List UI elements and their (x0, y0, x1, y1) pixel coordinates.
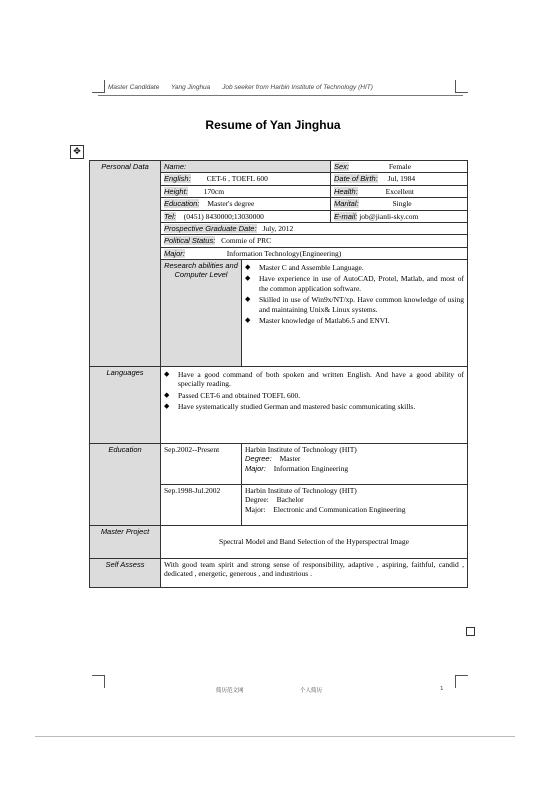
english-value: CET-6 , TOEFL 600 (206, 174, 268, 184)
education-period: Sep.2002--Present (164, 445, 220, 454)
name-label: Name: (164, 162, 187, 171)
education-period-cell[interactable] (161, 444, 242, 485)
dob-cell[interactable] (331, 173, 468, 185)
degree-label: Degree: (245, 495, 269, 505)
languages-content[interactable] (161, 367, 468, 444)
sex-value: Female (388, 162, 411, 171)
footer-left: 简历范文网 (216, 688, 244, 694)
marital-cell[interactable] (331, 198, 468, 210)
education-major: Information Engineering (273, 463, 349, 473)
page-title: Resume of Yan Jinghua (205, 118, 341, 132)
political-label: Political Status: (164, 236, 216, 246)
margin-corner-mark (92, 675, 105, 688)
project-content[interactable] (161, 526, 468, 559)
page-header (108, 84, 462, 93)
list-item: ◆ Master C and Assemble Language. (245, 263, 464, 272)
list-item: ◆ Have experience in use of AutoCAD, Protel, Matlab, and most of the common application software. (245, 274, 464, 293)
english-cell[interactable] (161, 173, 331, 185)
education-label: Education: (164, 199, 200, 209)
section-label-languages: Languages (90, 367, 161, 444)
dob-label: Date of Birth: (334, 174, 378, 184)
header-name: Yang Jinghua (171, 84, 211, 91)
tel-value: (0451) 8430000;13030000 (183, 211, 264, 221)
education-school: Harbin Institute of Technology (HIT) (245, 445, 357, 454)
dob-value: Jul, 1984 (387, 174, 416, 184)
sex-label: Sex: (334, 162, 350, 171)
margin-corner-mark (455, 675, 468, 688)
degree-value: Bachelor (276, 495, 304, 505)
marital-label: Marital: (334, 199, 359, 209)
major-label: Major: (245, 504, 266, 514)
tel-cell[interactable] (161, 210, 331, 222)
education-detail-cell[interactable] (242, 485, 468, 526)
languages-list (164, 370, 464, 412)
degree-label: Degree: (245, 454, 272, 464)
header-rule (98, 95, 463, 96)
move-handle-icon[interactable]: ✥ (70, 145, 84, 159)
list-item: ◆ Passed CET-6 and obtained TOEFL 600. (164, 391, 464, 400)
height-value: 170cm (203, 186, 225, 196)
footer-middle: 个人简历 (300, 688, 323, 694)
education-level-cell[interactable] (161, 198, 331, 210)
health-value: Excellent (385, 186, 414, 196)
section-label-education: Education (90, 444, 161, 526)
major-label: Major: (164, 248, 185, 258)
list-item: ◆ Skilled in use of Win9x/NT/xp. Have common knowledge of using and maintaining Unix& Linux systems. (245, 295, 464, 314)
education-period-cell[interactable] (161, 485, 242, 526)
height-cell[interactable] (161, 185, 331, 197)
major-label: Major: (245, 463, 266, 473)
page-number: 1 (440, 686, 444, 692)
major-value: Information Technology(Engineering) (226, 248, 342, 258)
section-label-assess: Self Assess (90, 559, 161, 588)
section-label-research: Research abilities and Computer Level (161, 260, 242, 367)
height-label: Height: (164, 186, 188, 196)
major-cell[interactable] (161, 247, 468, 259)
name-cell[interactable] (161, 161, 331, 173)
political-value: Commie of PRC (221, 236, 272, 246)
grad-value: July, 2012 (262, 223, 294, 233)
english-label: English: (164, 174, 191, 184)
project-text: Spectral Model and Band Selection of the Hyperspectral Image (219, 537, 409, 547)
education-major: Electronic and Communication Engineering (273, 504, 406, 514)
list-item: ◆ Master knowledge of Matlab6.5 and ENVI. (245, 316, 464, 325)
header-candidate: Master Candidate (108, 84, 160, 91)
graduate-date-cell[interactable] (161, 222, 468, 234)
email-label: E-mail: (334, 211, 358, 221)
page-bottom-rule (35, 736, 515, 737)
resume-table (89, 160, 468, 588)
education-value: Master's degree (207, 199, 255, 209)
education-detail-cell[interactable] (242, 444, 468, 485)
list-item: ◆ Have systematically studied German and mastered basic communicating skills. (164, 402, 464, 411)
email-cell[interactable] (331, 210, 468, 222)
header-school: Job seeker from Harbin Institute of Technology (HIT) (222, 84, 373, 91)
marital-value: Single (392, 199, 412, 209)
email-value[interactable]: job@jianli-sky.com (359, 211, 419, 221)
degree-value: Master (279, 454, 301, 464)
assess-text: With good team spirit and strong sense of responsibility, adaptive , aspiring, faithful, candid , dedicated , energetic, generous , and industrious . (164, 560, 464, 579)
health-cell[interactable] (331, 185, 468, 197)
sex-cell[interactable] (331, 161, 468, 173)
research-content[interactable] (242, 260, 468, 367)
research-list (245, 263, 464, 325)
tel-label: Tel: (164, 211, 176, 221)
resize-handle-icon[interactable] (466, 627, 475, 636)
section-label-personal: Personal Data (90, 161, 161, 367)
margin-corner-mark (92, 80, 105, 93)
assess-content[interactable] (161, 559, 468, 588)
section-label-project: Master Project (90, 526, 161, 559)
health-label: Health: (334, 186, 358, 196)
list-item: ◆ Have a good command of both spoken and written English. And have a good ability of specially reading. (164, 370, 464, 389)
political-cell[interactable] (161, 235, 468, 247)
education-period: Sep.1998-Jul.2002 (164, 486, 221, 495)
education-school: Harbin Institute of Technology (HIT) (245, 486, 357, 495)
grad-label: Prospective Graduate Date: (164, 223, 257, 233)
